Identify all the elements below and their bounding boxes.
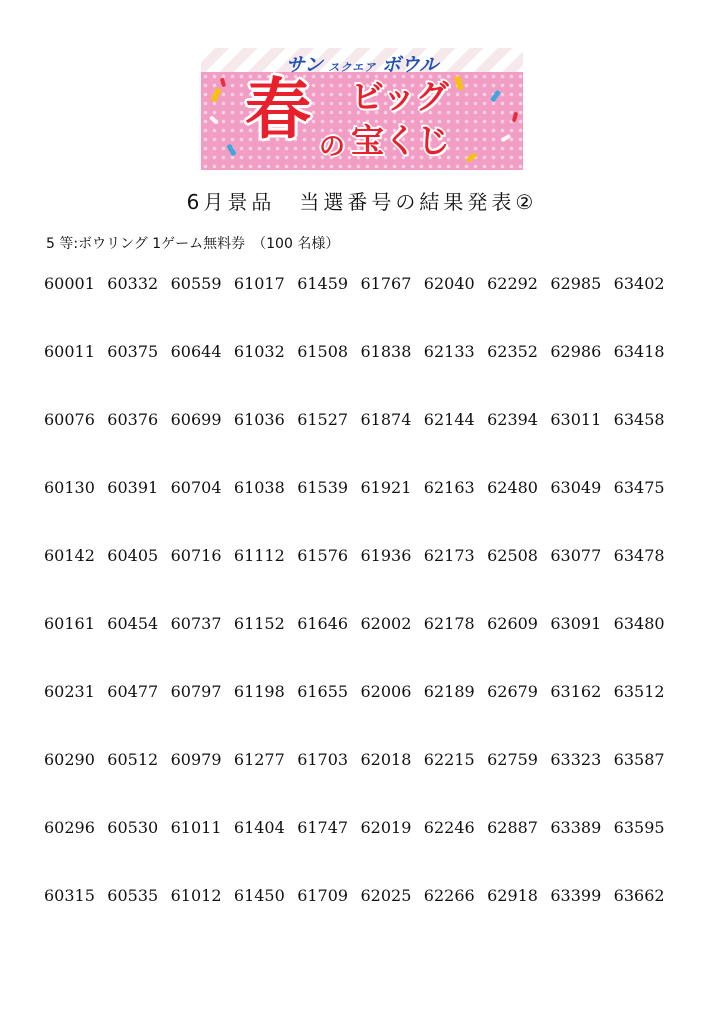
winning-number: 62246 — [423, 818, 475, 837]
banner-no-text: の — [319, 132, 346, 162]
winning-number: 63478 — [613, 546, 665, 565]
winning-number: 63662 — [613, 886, 665, 905]
winning-number: 62163 — [423, 478, 475, 497]
winning-number: 61036 — [233, 410, 285, 429]
winning-number: 61032 — [233, 342, 285, 361]
banner-takarakuji-text: 宝くじ — [351, 121, 450, 160]
winning-number: 63402 — [613, 274, 665, 293]
winning-number: 61703 — [297, 750, 349, 769]
winning-number: 61038 — [233, 478, 285, 497]
winning-number: 62679 — [487, 682, 538, 701]
winning-number: 60559 — [170, 274, 222, 293]
winning-number: 63480 — [613, 614, 665, 633]
winning-number: 62025 — [360, 886, 412, 905]
event-banner — [201, 48, 523, 170]
number-row — [44, 274, 684, 342]
page-title: 6月景品 当選番号の結果発表② — [186, 190, 538, 214]
winning-number: 61017 — [233, 274, 285, 293]
winning-number: 61767 — [360, 274, 412, 293]
winning-number: 62018 — [360, 750, 412, 769]
winning-number: 60011 — [44, 342, 95, 361]
winning-number: 61576 — [297, 546, 349, 565]
winning-number: 62173 — [423, 546, 475, 565]
brand-square-text: スクエア — [328, 61, 377, 74]
winning-number: 60391 — [107, 478, 159, 497]
winning-number: 61112 — [233, 546, 285, 565]
winning-numbers-grid — [44, 274, 684, 954]
winning-number: 63475 — [613, 478, 665, 497]
winning-number: 60315 — [44, 886, 95, 905]
winning-number: 61152 — [233, 614, 285, 633]
prize-description: 5 等:ボウリング 1ゲーム無料券 （100 名様） — [46, 236, 340, 252]
banner-haru-text: 春 — [245, 70, 311, 148]
winning-number: 63011 — [550, 410, 602, 429]
winning-number: 60512 — [107, 750, 159, 769]
winning-number: 62759 — [487, 750, 538, 769]
winning-number: 61527 — [297, 410, 349, 429]
brand-san-text: サン — [285, 54, 323, 76]
winning-number: 63399 — [550, 886, 602, 905]
winning-number: 60001 — [44, 274, 95, 293]
winning-number: 63595 — [613, 818, 665, 837]
winning-number: 62215 — [423, 750, 475, 769]
number-row — [44, 478, 684, 546]
winning-number: 60296 — [44, 818, 95, 837]
winning-number: 63587 — [613, 750, 665, 769]
winning-number: 60375 — [107, 342, 159, 361]
winning-number: 60979 — [170, 750, 222, 769]
winning-number: 62266 — [423, 886, 475, 905]
winning-number: 61459 — [297, 274, 349, 293]
winning-number: 61539 — [297, 478, 349, 497]
number-row — [44, 818, 684, 886]
number-row — [44, 342, 684, 410]
number-row — [44, 682, 684, 750]
winning-number: 61508 — [297, 342, 349, 361]
winning-number: 60477 — [107, 682, 159, 701]
winning-number: 60454 — [107, 614, 159, 633]
winning-number: 61012 — [170, 886, 222, 905]
winning-number: 62480 — [487, 478, 538, 497]
winning-number: 60737 — [170, 614, 222, 633]
winning-number: 60231 — [44, 682, 95, 701]
winning-number: 61936 — [360, 546, 412, 565]
winning-number: 61646 — [297, 614, 349, 633]
winning-number: 60644 — [170, 342, 222, 361]
winning-number: 60161 — [44, 614, 95, 633]
winning-number: 60376 — [107, 410, 159, 429]
winning-number: 62006 — [360, 682, 412, 701]
winning-number: 60332 — [107, 274, 159, 293]
winning-number: 62178 — [423, 614, 475, 633]
winning-number: 62918 — [487, 886, 538, 905]
winning-number: 60535 — [107, 886, 159, 905]
winning-number: 63323 — [550, 750, 602, 769]
winning-number: 63162 — [550, 682, 602, 701]
winning-number: 61921 — [360, 478, 412, 497]
winning-number: 60142 — [44, 546, 95, 565]
winning-number: 63049 — [550, 478, 602, 497]
winning-number: 61277 — [233, 750, 285, 769]
number-row — [44, 546, 684, 614]
winning-number: 62394 — [487, 410, 538, 429]
winning-number: 62144 — [423, 410, 475, 429]
number-row — [44, 614, 684, 682]
winning-number: 63077 — [550, 546, 602, 565]
winning-number: 62352 — [487, 342, 538, 361]
winning-number: 63458 — [613, 410, 665, 429]
winning-number: 62508 — [487, 546, 538, 565]
winning-number: 63418 — [613, 342, 665, 361]
winning-number: 60704 — [170, 478, 222, 497]
winning-number: 62887 — [487, 818, 538, 837]
winning-number: 63512 — [613, 682, 665, 701]
winning-number: 62019 — [360, 818, 412, 837]
winning-number: 62609 — [487, 614, 538, 633]
winning-number: 62985 — [550, 274, 602, 293]
winning-number: 62002 — [360, 614, 412, 633]
winning-number: 61874 — [360, 410, 412, 429]
winning-number: 62292 — [487, 274, 538, 293]
banner-big-text: ビッグ — [351, 77, 449, 116]
brand-bowl-text: ボウル — [381, 54, 439, 76]
winning-number: 62133 — [423, 342, 475, 361]
winning-number: 61709 — [297, 886, 349, 905]
winning-number: 60699 — [170, 410, 222, 429]
winning-number: 60076 — [44, 410, 95, 429]
winning-number: 61198 — [233, 682, 285, 701]
winning-number: 61747 — [297, 818, 349, 837]
winning-number: 60290 — [44, 750, 95, 769]
winning-number: 61838 — [360, 342, 412, 361]
winning-number: 62189 — [423, 682, 475, 701]
number-row — [44, 750, 684, 818]
winning-number: 60530 — [107, 818, 159, 837]
winning-number: 62040 — [423, 274, 475, 293]
winning-number: 61404 — [233, 818, 285, 837]
winning-number: 63091 — [550, 614, 602, 633]
winning-number: 61011 — [170, 818, 222, 837]
number-row — [44, 410, 684, 478]
winning-number: 60797 — [170, 682, 222, 701]
winning-number: 61450 — [233, 886, 285, 905]
winning-number: 63389 — [550, 818, 602, 837]
winning-number: 61655 — [297, 682, 349, 701]
winning-number: 62986 — [550, 342, 602, 361]
winning-number: 60130 — [44, 478, 95, 497]
winning-number: 60405 — [107, 546, 159, 565]
winning-number: 60716 — [170, 546, 222, 565]
number-row — [44, 886, 684, 954]
